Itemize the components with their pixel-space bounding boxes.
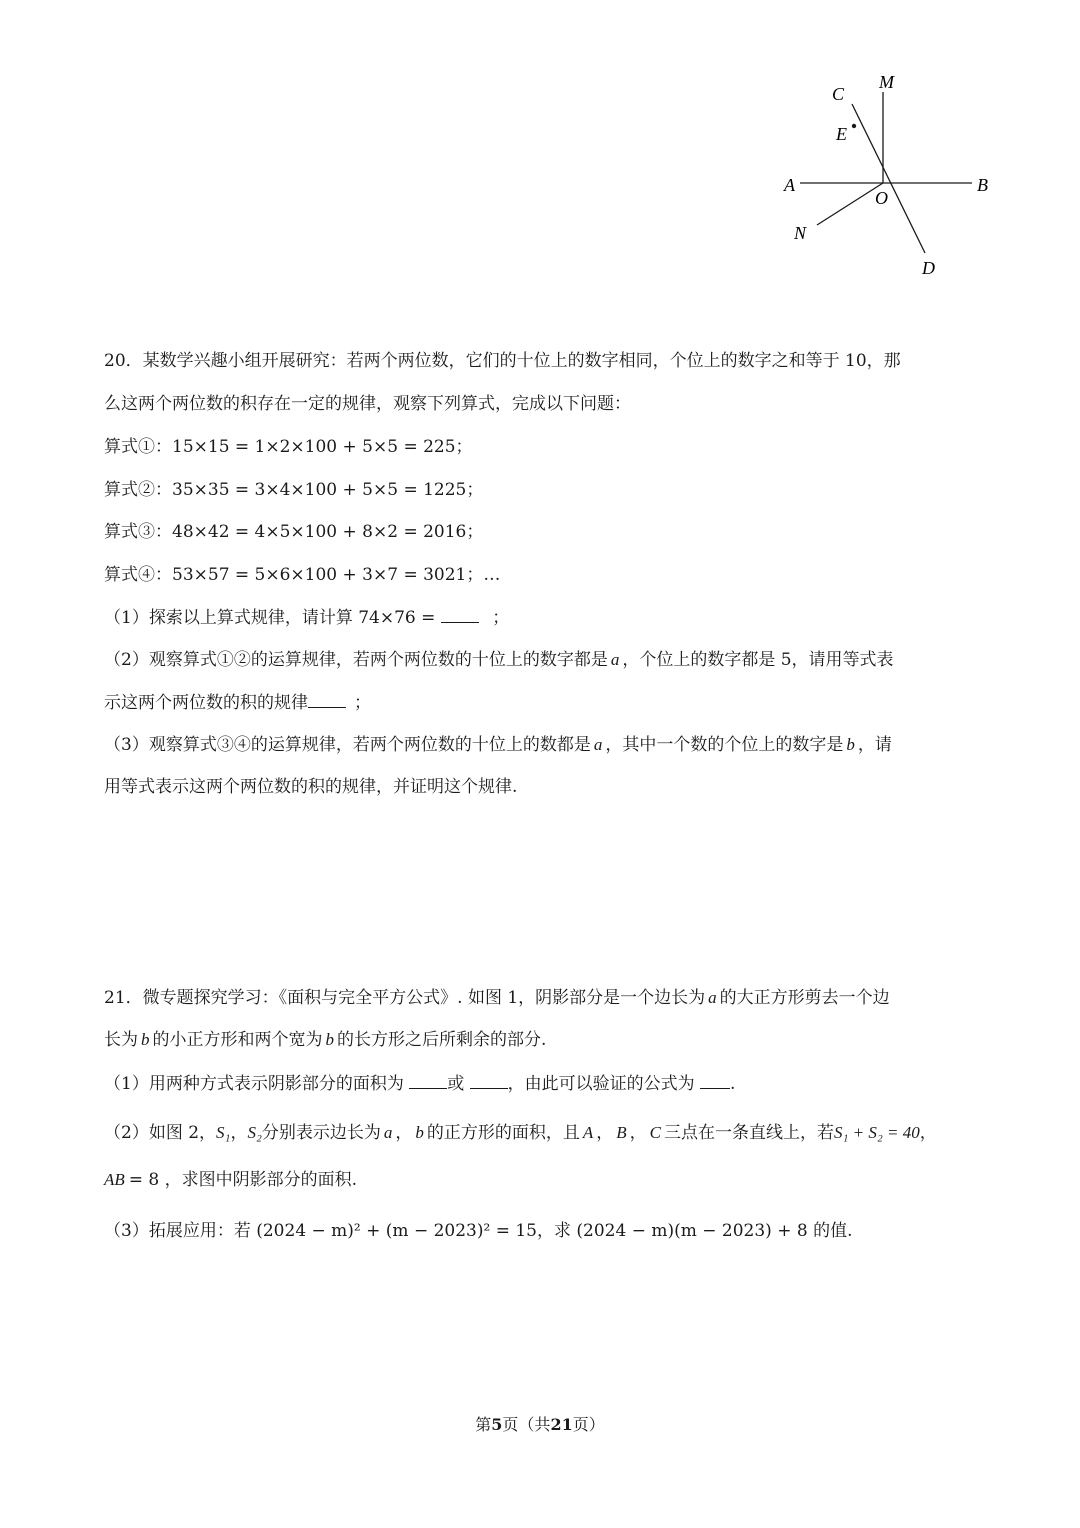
q21-part2-line1: （2）如图 2，S₁，S₂分别表示边长为 a ， b 的正方形的面积，且 A ， B ， C 三点在一条直线上，若S₁ + S₂ = 40， (104, 1123, 937, 1143)
q21-part3-b: ，求 (537, 1221, 571, 1241)
q21-stem-line2 (104, 1027, 546, 1053)
line-CD (852, 104, 925, 253)
label-D: D (922, 258, 935, 278)
var-C: C (649, 1123, 662, 1142)
q20-part1-text: （1）探索以上算式规律，请计算 74×76 = (104, 608, 436, 628)
q21-part2-line2 (104, 1167, 357, 1193)
page-footer (0, 1412, 1080, 1435)
answer-blank (409, 1070, 447, 1089)
footer-mid: 页（共 (502, 1415, 551, 1434)
q20-part2-text-a: （2）观察算式①②的运算规律，若两个两位数的十位上的数字都是 (104, 650, 608, 670)
q20-part2-line2-end: ； (354, 693, 371, 713)
var-B: B (616, 1123, 627, 1142)
q21-part2-b: 分别表示边长为 (261, 1123, 381, 1143)
var-a: a (708, 988, 717, 1007)
footer-total-pages: 21 (550, 1415, 573, 1434)
q21-part3-eq2: (2024 − m)(m − 2023) + 8 (576, 1221, 808, 1241)
q20-part1 (104, 604, 509, 631)
q21-part2-c: 的正方形的面积，且 (426, 1123, 580, 1143)
equation-sum: S₁ + S₂ = 40 (834, 1123, 920, 1142)
var-A: A (582, 1123, 594, 1142)
q20-part3-line2: 用等式表示这两个两位数的积的规律，并证明这个规律. (104, 777, 518, 797)
q21-part2-d: 三点在一条直线上，若 (664, 1123, 835, 1143)
q21-part1-b: 或 (447, 1074, 465, 1094)
var-b: b (415, 1123, 424, 1142)
q21-stem-line2-c: 的长方形之后所剩余的部分. (337, 1030, 547, 1050)
label-M: M (879, 72, 894, 92)
var-b: b (846, 735, 855, 754)
q20-equation-1: 算式①：15×15 = 1×2×100 + 5×5 = 225； (104, 437, 473, 457)
q21-part3-a: （3）拓展应用：若 (104, 1221, 251, 1241)
footer-suffix: 页） (572, 1415, 605, 1434)
footer-page-number: 5 (491, 1415, 503, 1434)
angle-figure (770, 60, 1010, 290)
q20-part3-text-a: （3）观察算式③④的运算规律，若两个两位数的十位上的数都是 (104, 735, 591, 755)
label-C: C (832, 84, 845, 104)
var-S2: S₂ (247, 1123, 262, 1142)
var-a: a (593, 735, 603, 754)
q21-part1-a: （1）用两种方式表示阴影部分的面积为 (104, 1074, 404, 1094)
var-a: a (383, 1123, 393, 1142)
q20-part2-line1 (104, 647, 894, 673)
var-a: a (610, 650, 620, 669)
q20-part3-text-c: ，请 (857, 735, 892, 755)
var-AB: AB (104, 1170, 125, 1189)
q21-stem-line1 (104, 985, 890, 1011)
q20-part1-end: ； (492, 608, 510, 628)
q21-stem-line2-a: 长为 (104, 1030, 138, 1050)
var-S1: S₁ (216, 1123, 231, 1142)
q20-stem-line2: 么这两个两位数的积存在一定的规律，观察下列算式，完成以下问题： (104, 394, 631, 414)
q20-equation-2: 算式②：35×35 = 3×4×100 + 5×5 = 1225； (104, 480, 484, 500)
q20-part3-text-b: ，其中一个数的个位上的数字是 (605, 735, 844, 755)
q20-part2-line2-text: 示这两个两位数的积的规律 (104, 693, 308, 713)
q20-part2-line2 (104, 689, 371, 716)
q21-part3-eq1: (2024 − m)² + (m − 2023)² = 15 (256, 1221, 537, 1241)
ray-ON (817, 183, 883, 225)
answer-blank (470, 1070, 508, 1089)
q21-part1 (104, 1070, 735, 1097)
answer-blank (441, 604, 479, 623)
label-B: B (977, 175, 988, 195)
label-A: A (784, 175, 795, 195)
q21-part3 (104, 1218, 853, 1244)
var-b: b (141, 1030, 150, 1049)
q21-part3-c: 的值. (813, 1221, 853, 1241)
point-E (852, 124, 856, 128)
answer-blank (308, 689, 346, 708)
label-N: N (794, 223, 807, 243)
q20-part2-text-b: ，个位上的数字都是 5，请用等式表 (622, 650, 894, 670)
q21-stem-line2-b: 的小正方形和两个宽为 (152, 1030, 323, 1050)
q21-stem-text-b: 的大正方形剪去一个边 (719, 988, 890, 1008)
q20-part3-line1 (104, 732, 892, 758)
q21-stem-text-a: 21．微专题探究学习：《面积与完全平方公式》. 如图 1，阴影部分是一个边长为 (104, 988, 706, 1008)
footer-prefix: 第 (475, 1415, 492, 1434)
q20-equation-4: 算式④：53×57 = 5×6×100 + 3×7 = 3021；… (104, 565, 501, 585)
q21-part2-a: （2）如图 2， (104, 1123, 217, 1143)
answer-blank (700, 1070, 730, 1089)
q21-part2-line2-text: = 8 ，求图中阴影部分的面积. (128, 1170, 358, 1190)
label-O: O (875, 188, 888, 208)
label-E: E (836, 124, 847, 144)
var-b: b (325, 1030, 334, 1049)
q21-part1-d: . (730, 1074, 736, 1094)
q20-equation-3: 算式③：48×42 = 4×5×100 + 8×2 = 2016； (104, 522, 484, 542)
q20-stem-line1: 20．某数学兴趣小组开展研究：若两个两位数，它们的十位上的数字相同，个位上的数字之和等于 10，那 (104, 351, 901, 371)
q21-part1-c: ，由此可以验证的公式为 (507, 1074, 695, 1094)
